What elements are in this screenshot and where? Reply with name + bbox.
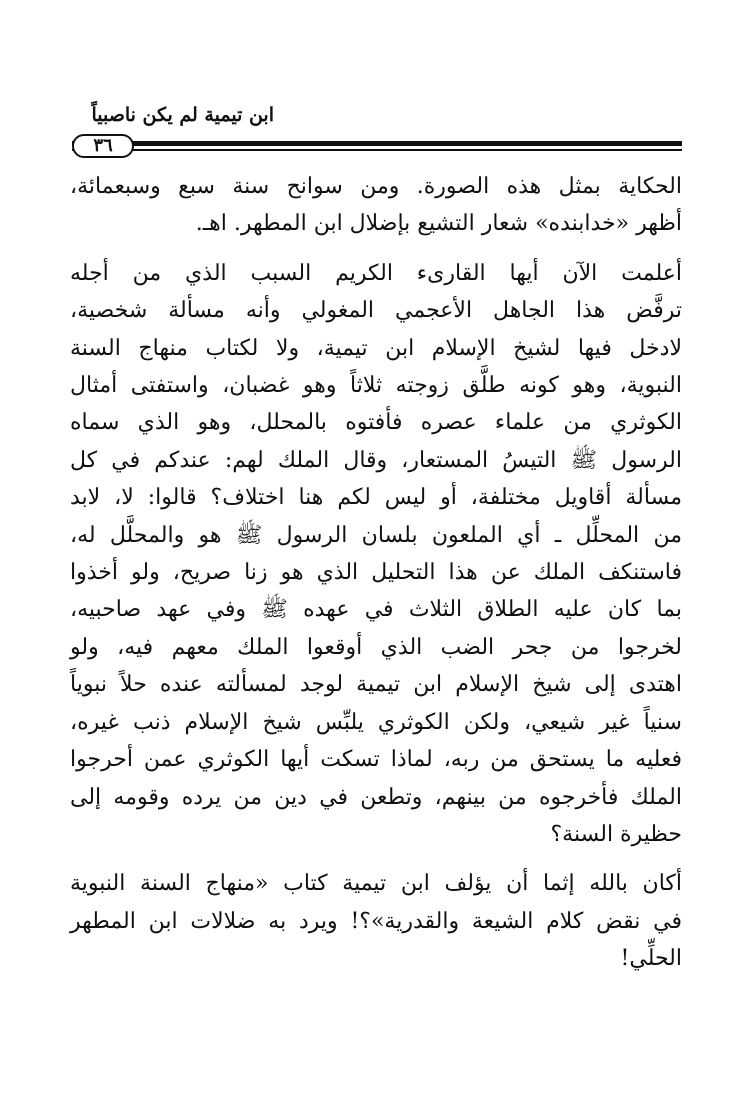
text-line: أكان بالله إثما أن يؤلف ابن تيمية كتاب «منهاج السنة النبوية [70, 871, 682, 897]
text-line: الحكاية بمثل هذه الصورة. ومن سوانح سنة سبع وسبعمائة، [70, 174, 682, 199]
text-line: أعلمت الآن أيها القارىء الكريم السبب الذي من أجله [70, 260, 682, 286]
text-line: لخرجوا من جحر الضب الذي أوقعوا الملك معهم فيه، ولو [70, 634, 682, 660]
text-line: ترفَّض هذا الجاهل الأعجمي المغولي وأنه مسألة شخصية، [70, 298, 682, 324]
text-line: فاستنكف الملك عن هذا التحليل الذي هو زنا صريح، ولو أخذوا [70, 560, 682, 586]
header-rule-thick-line [72, 141, 682, 146]
text-line: مسألة أقاويل مختلفة، أو ليس لكم هنا اختلاف؟ قالوا: لا، لابد [70, 485, 682, 511]
text-line: الملك فأخرجوه من بينهم، وتطعن في دين من يرده وقومه إلى [70, 784, 682, 810]
text-line: بما كان عليه الطلاق الثلاث في عهده ﷺ وفي عهد صاحبيه، [70, 597, 682, 623]
text-line: سنياً غير شيعي، ولكن الكوثري يلبِّس شيخ الإسلام ذنب غيره، [70, 709, 682, 735]
running-title: ابن تيمية لم يكن ناصبياً [91, 104, 274, 126]
header-rule-thin-line [72, 149, 682, 151]
paragraph-3 [70, 865, 682, 977]
page-number: ٣٦ [72, 134, 134, 158]
text-line: لادخل فيها لشيخ الإسلام ابن تيمية، ولا لكتاب منهاج السنة [70, 335, 682, 361]
text-line: في نقض كلام الشيعة والقدرية»؟! ويرد به ضلالات ابن المطهر [70, 908, 682, 934]
text-line: الحلِّي! [620, 946, 682, 972]
text-line: من المحلِّل ـ أي الملعون بلسان الرسول ﷺ هو والمحلَّل له، [70, 522, 682, 548]
text-line: أظهر «خدابنده» شعار التشيع بإضلال ابن المطهر. اهـ. [195, 211, 682, 237]
text-line: فعليه ما يستحق من ربه، لماذا تسكت أيها الكوثري عمن أحرجوا [70, 747, 682, 773]
paragraph-1 [70, 168, 682, 243]
text-line: الكوثري من علماء عصره فأفتوه بالمحلل، وهو الذي سماه [70, 410, 682, 436]
body-text [70, 168, 682, 978]
text-line: الرسول ﷺ التيسُ المستعار، وقال الملك لهم: عندكم في كل [70, 447, 682, 473]
text-line: اهتدى إلى شيخ الإسلام ابن تيمية لوجد لمسألته عنده حلاً نبوياً [70, 672, 682, 698]
text-line: حظيرة السنة؟ [550, 821, 682, 847]
text-line: النبوية، وهو كونه طلَّق زوجته ثلاثاً وهو غضبان، واستفتى أمثال [70, 373, 682, 399]
header-rule [72, 134, 682, 158]
paragraph-2 [70, 255, 682, 854]
